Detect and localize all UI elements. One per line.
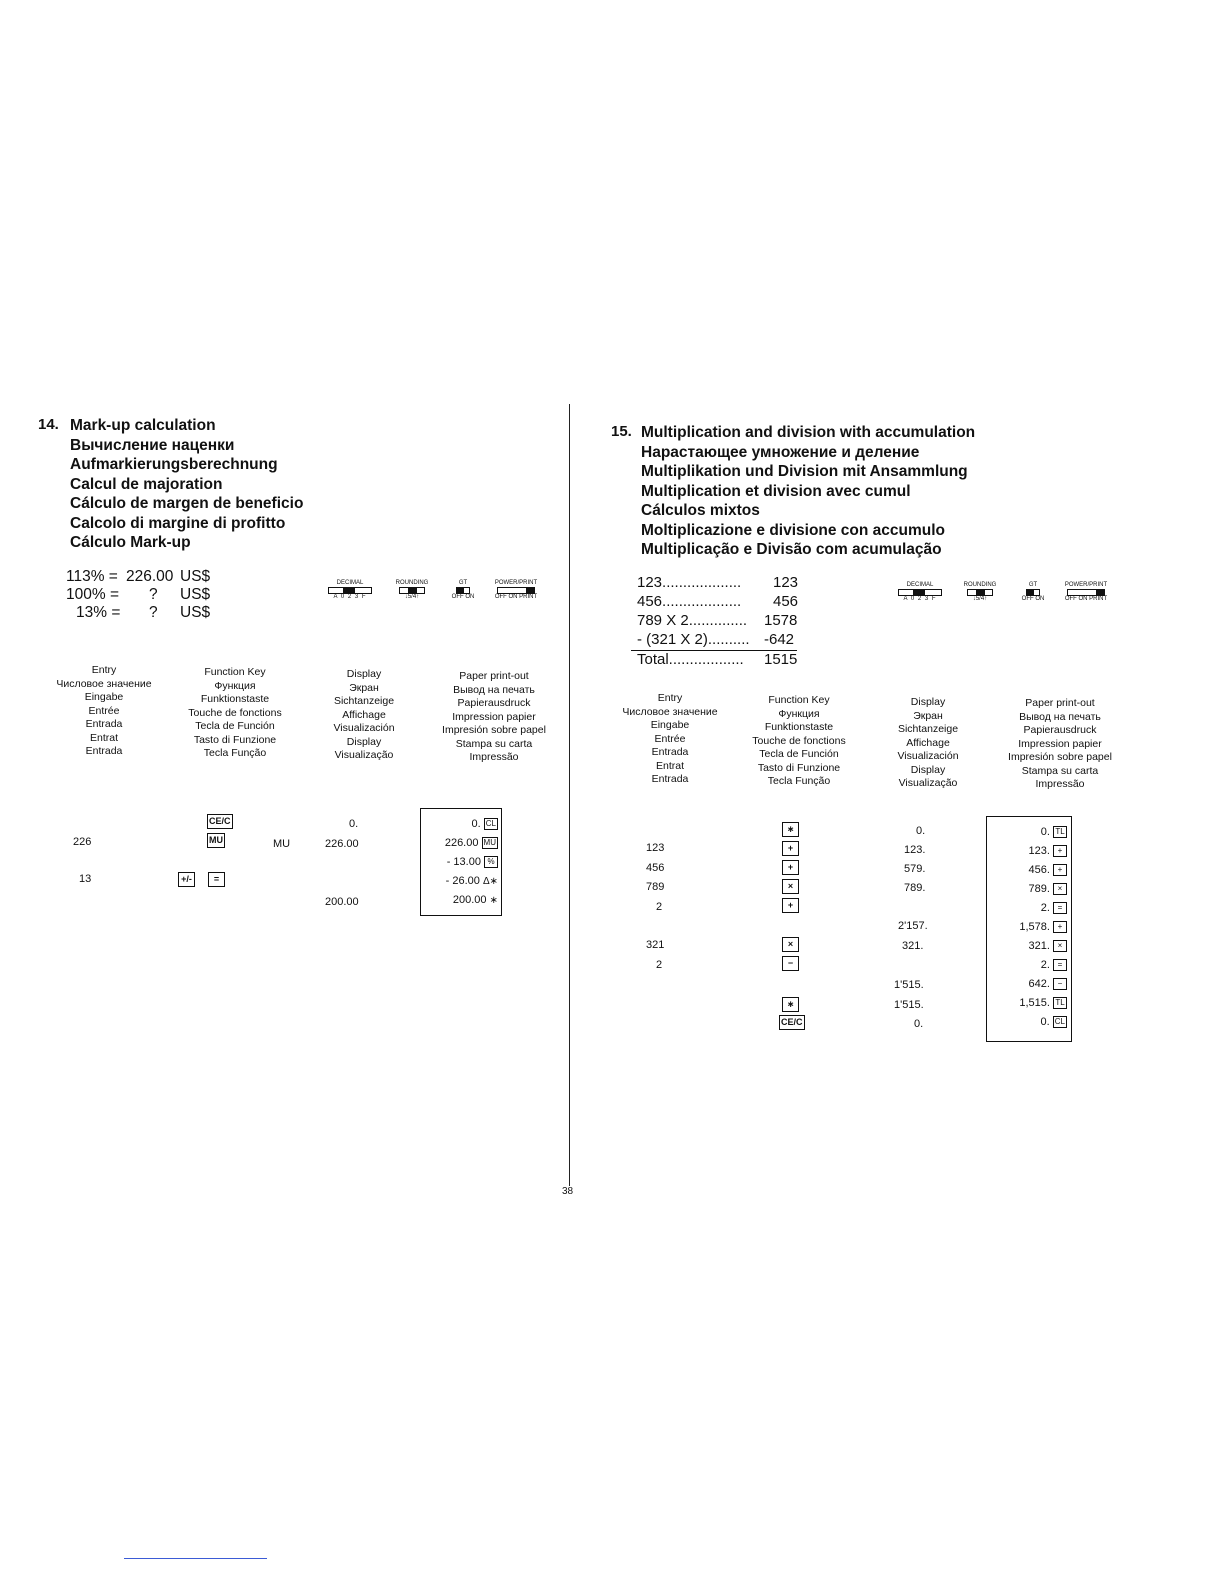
gt-switch-ticks: OFF ON — [451, 594, 475, 600]
display-value: 321. — [902, 940, 924, 952]
gt-switch-label: GT — [1028, 582, 1038, 588]
paper-line: - 13.00 % — [421, 853, 498, 872]
title-es: Cálculo de margen de beneficio — [70, 495, 304, 512]
display-value: 123. — [904, 844, 926, 856]
power-switch[interactable] — [1058, 582, 1114, 603]
paper-line: 456. + — [987, 861, 1067, 880]
section-15-titles — [641, 423, 975, 560]
total-key[interactable]: ∗ — [782, 997, 799, 1012]
gt-switch-label: GT — [458, 580, 468, 586]
plus-key[interactable]: + — [782, 860, 799, 875]
sign-change-key[interactable]: +/- — [178, 872, 195, 887]
total-key[interactable]: ∗ — [782, 822, 799, 837]
markup-key[interactable]: MU — [207, 833, 225, 848]
decimal-switch[interactable] — [326, 580, 374, 601]
entry-value: 2 — [656, 901, 663, 913]
power-switch-ticks: OFF ON PRINT — [494, 594, 538, 600]
problem-mid: ? — [149, 586, 158, 603]
problem-unit: US$ — [180, 604, 211, 621]
decimal-switch-label: DECIMAL — [906, 582, 934, 588]
paper-printout — [420, 808, 502, 916]
entry-value: 2 — [656, 959, 663, 971]
title-es: Cálculos mixtos — [641, 502, 760, 519]
entry-value: 226 — [73, 836, 92, 848]
power-switch[interactable] — [488, 580, 544, 601]
decimal-switch-ticks: A 0 2 3 F — [333, 594, 367, 600]
paper-line: 1,515. TL — [987, 994, 1067, 1013]
page-number: 38 — [562, 1186, 574, 1197]
gt-switch[interactable] — [446, 580, 480, 601]
clear-entry-key[interactable]: CE/C — [779, 1015, 805, 1030]
rounding-switch[interactable] — [394, 580, 430, 601]
title-pt: Cálculo Mark-up — [70, 534, 191, 551]
paper-line: 1,578. + — [987, 918, 1067, 937]
paper-line: 321. × — [987, 937, 1067, 956]
title-pt: Multiplicação e Divisão com acumulação — [641, 541, 942, 558]
entry-value: 321 — [646, 939, 665, 951]
display-value: 2'157. — [898, 920, 928, 932]
display-value: 1'515. — [894, 979, 924, 991]
entry-header: Entry Числовое значение Eingabe Entrée Entrada Entrat Entrada — [56, 664, 152, 757]
multiply-key[interactable]: × — [782, 879, 799, 894]
title-ru: Нарастающее умножение и деление — [641, 443, 920, 461]
paper-line: 789. × — [987, 880, 1067, 899]
display-value: 1'515. — [894, 999, 924, 1011]
entry-value: 13 — [79, 873, 92, 885]
paper-line: 2. = — [987, 899, 1067, 918]
paper-line: - 26.00 Δ∗ — [445, 875, 498, 887]
rounding-switch-ticks: ↓5/4↑ — [404, 594, 420, 600]
title-fr: Multiplication et division avec cumul — [641, 482, 911, 500]
title-de: Aufmarkierungsberechnung — [70, 456, 278, 473]
rounding-switch-ticks: ↓5/4↑ — [972, 596, 988, 602]
rounding-switch-label: ROUNDING — [963, 582, 997, 588]
markup-label: MU — [273, 838, 291, 850]
paper-header: Paper print-out Вывод на печать Papierausdruck Impression papier Impresión sobre papel Stampa su carta Impressão — [1008, 697, 1112, 790]
gt-switch[interactable] — [1016, 582, 1050, 603]
problem-mid: 226.00 — [126, 568, 174, 585]
plus-key[interactable]: + — [782, 841, 799, 856]
paper-line: 0. CL — [1040, 1016, 1065, 1028]
title-it: Moltiplicazione e divisione con accumulo — [641, 521, 946, 539]
display-value: 579. — [904, 863, 926, 875]
power-switch-ticks: OFF ON PRINT — [1064, 596, 1108, 602]
paper-line: 200.00 ∗ — [452, 894, 498, 906]
paper-line: 226.00 MU — [444, 837, 496, 849]
plus-key[interactable]: + — [782, 898, 799, 913]
function-header: Function Key Функция Funktionstaste Touche de fonctions Tecla de Función Tasto di Funzione Tecla Função — [188, 666, 282, 759]
title-it: Calcolo di margine di profitto — [70, 514, 286, 532]
problem-left: 13% = — [76, 604, 121, 621]
problem-mid: ? — [149, 604, 158, 621]
gt-switch-ticks: OFF ON — [1021, 596, 1045, 602]
display-value: 0. — [349, 818, 359, 830]
display-header: Display Экран Sichtanzeige Affichage Visualización Display Visualização — [897, 696, 959, 789]
title-fr: Calcul de majoration — [70, 475, 223, 493]
problem-left: 113% = — [66, 568, 118, 585]
paper-line: 642. − — [987, 975, 1067, 994]
display-value: 0. — [916, 825, 926, 837]
decimal-switch-label: DECIMAL — [336, 580, 364, 586]
footer-rule — [124, 1558, 267, 1559]
title-en: Mark-up calculation — [70, 417, 216, 434]
problem-unit: US$ — [180, 568, 211, 585]
markup-problem — [66, 568, 266, 622]
entry-value: 789 — [646, 881, 665, 893]
display-value: 789. — [904, 882, 926, 894]
title-en: Multiplication and division with accumulation — [641, 424, 976, 441]
paper-line: 0. TL — [987, 823, 1067, 842]
display-value: 0. — [914, 1018, 924, 1030]
paper-line: 0. CL — [471, 818, 496, 830]
paper-header: Paper print-out Вывод на печать Papierausdruck Impression papier Impresión sobre papel Stampa su carta Impressão — [442, 670, 546, 763]
display-value: 200.00 — [325, 896, 359, 908]
paper-printout — [986, 816, 1072, 1042]
section-14-titles — [70, 416, 303, 553]
multiply-key[interactable]: × — [782, 937, 799, 952]
power-switch-label: POWER/PRINT — [1064, 582, 1108, 588]
section-15-number: 15. — [611, 423, 632, 440]
problem-left: 100% = — [66, 586, 120, 603]
entry-value: 456 — [646, 862, 665, 874]
display-value: 226.00 — [325, 838, 359, 850]
rounding-switch-label: ROUNDING — [395, 580, 429, 586]
paper-line: 123. + — [987, 842, 1067, 861]
function-header: Function Key Функция Funktionstaste Touche de fonctions Tecla de Función Tasto di Funzione Tecla Função — [752, 694, 846, 787]
decimal-switch[interactable] — [896, 582, 944, 603]
minus-key[interactable]: − — [782, 956, 799, 971]
title-ru: Вычисление наценки — [70, 436, 235, 454]
entry-header: Entry Числовое значение Eingabe Entrée Entrada Entrat Entrada — [622, 692, 718, 785]
page-divider — [569, 404, 570, 1186]
paper-line: 2. = — [987, 956, 1067, 975]
display-header: Display Экран Sichtanzeige Affichage Visualización Display Visualização — [333, 668, 395, 761]
section-14-number: 14. — [38, 416, 59, 433]
accumulation-example: 123................... 123 456................... 456 789 X 2.............. 1578 - (321 X 2).......... -642 Total.................. 1515 — [637, 574, 805, 670]
entry-value: 123 — [646, 842, 665, 854]
decimal-switch-ticks: A 0 2 3 F — [903, 596, 937, 602]
power-switch-label: POWER/PRINT — [494, 580, 538, 586]
equals-key[interactable]: = — [208, 872, 225, 887]
title-de: Multiplikation und Division mit Ansammlung — [641, 463, 968, 480]
clear-entry-key[interactable]: CE/C — [207, 814, 233, 829]
problem-unit: US$ — [180, 586, 211, 603]
rounding-switch[interactable] — [962, 582, 998, 603]
